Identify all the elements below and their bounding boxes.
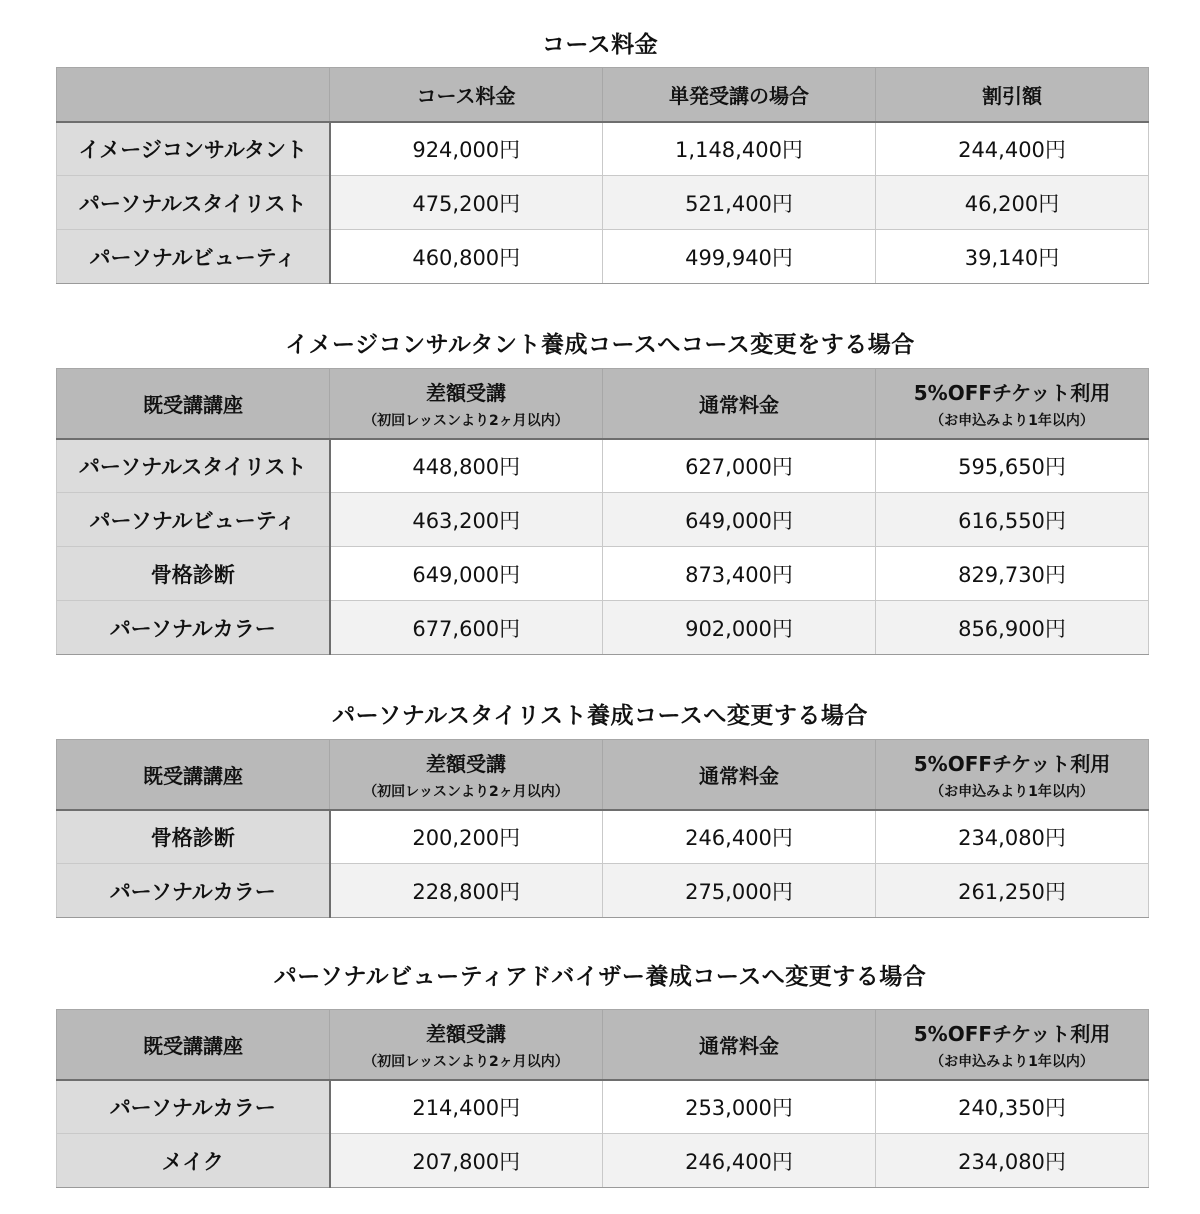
header-label: 既受講講座 xyxy=(143,392,243,417)
price-cell: 200,200円 xyxy=(330,810,603,864)
header-cell-regular-fee xyxy=(603,369,876,439)
price-cell: 499,940円 xyxy=(603,230,876,284)
header-note: （初回レッスンより2ヶ月以内） xyxy=(363,783,569,800)
header-cell-ticket xyxy=(876,1010,1149,1080)
price-cell: 649,000円 xyxy=(330,547,603,601)
header-label: 既受講講座 xyxy=(143,1033,243,1058)
price-cell: 829,730円 xyxy=(876,547,1149,601)
table-row xyxy=(57,547,1149,601)
price-cell: 275,000円 xyxy=(603,864,876,918)
price-cell: 521,400円 xyxy=(603,176,876,230)
price-cell: 246,400円 xyxy=(603,1134,876,1188)
table-row xyxy=(57,864,1149,918)
row-label: パーソナルカラー xyxy=(57,864,330,918)
header-label: 通常料金 xyxy=(699,1033,779,1058)
price-cell: 460,800円 xyxy=(330,230,603,284)
price-cell: 244,400円 xyxy=(876,122,1149,176)
header-cell-difference xyxy=(330,1010,603,1080)
header-cell-difference xyxy=(330,740,603,810)
table-header-row xyxy=(57,369,1149,439)
header-cell-completed-course xyxy=(57,1010,330,1080)
price-cell: 902,000円 xyxy=(603,601,876,655)
price-cell: 261,250円 xyxy=(876,864,1149,918)
header-cell-ticket xyxy=(876,740,1149,810)
row-label: 骨格診断 xyxy=(57,810,330,864)
header-label: 通常料金 xyxy=(699,392,779,417)
header-cell-regular-fee xyxy=(603,740,876,810)
row-label: パーソナルスタイリスト xyxy=(57,176,330,230)
header-note: （初回レッスンより2ヶ月以内） xyxy=(363,1053,569,1070)
header-cell-completed-course xyxy=(57,740,330,810)
header-cell-ticket xyxy=(876,369,1149,439)
row-label: パーソナルカラー xyxy=(57,601,330,655)
header-cell-discount: 割引額 xyxy=(876,68,1149,122)
header-label: 5%OFFチケット利用 xyxy=(913,751,1111,776)
header-cell-course-fee: コース料金 xyxy=(330,68,603,122)
header-note: （お申込みより1年以内） xyxy=(930,1053,1094,1070)
header-cell-single-session: 単発受講の場合 xyxy=(603,68,876,122)
row-label: パーソナルビューティ xyxy=(57,493,330,547)
header-note: （お申込みより1年以内） xyxy=(930,412,1094,429)
price-cell: 463,200円 xyxy=(330,493,603,547)
row-label: 骨格診断 xyxy=(57,547,330,601)
price-cell: 924,000円 xyxy=(330,122,603,176)
row-label: メイク xyxy=(57,1134,330,1188)
table-row xyxy=(57,810,1149,864)
table-header-row xyxy=(57,68,1149,122)
header-label: 差額受講 xyxy=(426,751,506,776)
section-title-course-fee: コース料金 xyxy=(541,32,659,58)
table-row xyxy=(57,601,1149,655)
row-label: パーソナルビューティ xyxy=(57,230,330,284)
personal-beauty-change-table xyxy=(56,1009,1149,1188)
table-row xyxy=(57,439,1149,493)
header-label: 差額受講 xyxy=(426,380,506,405)
price-cell: 253,000円 xyxy=(603,1080,876,1134)
price-cell: 240,350円 xyxy=(876,1080,1149,1134)
header-note: （お申込みより1年以内） xyxy=(930,783,1094,800)
price-cell: 46,200円 xyxy=(876,176,1149,230)
section-title-personal-stylist-change: パーソナルスタイリスト養成コースへ変更する場合 xyxy=(332,703,868,729)
header-cell-difference xyxy=(330,369,603,439)
price-cell: 246,400円 xyxy=(603,810,876,864)
price-cell: 616,550円 xyxy=(876,493,1149,547)
personal-stylist-change-table xyxy=(56,739,1149,918)
price-cell: 649,000円 xyxy=(603,493,876,547)
price-cell: 448,800円 xyxy=(330,439,603,493)
header-label: 既受講講座 xyxy=(143,763,243,788)
price-cell: 234,080円 xyxy=(876,1134,1149,1188)
header-label: 5%OFFチケット利用 xyxy=(913,1021,1111,1046)
table-row xyxy=(57,230,1149,284)
table-row xyxy=(57,1080,1149,1134)
price-cell: 627,000円 xyxy=(603,439,876,493)
price-cell: 234,080円 xyxy=(876,810,1149,864)
table-row xyxy=(57,1134,1149,1188)
header-cell-empty xyxy=(57,68,330,122)
table-header-row xyxy=(57,1010,1149,1080)
table-row xyxy=(57,176,1149,230)
row-label: パーソナルスタイリスト xyxy=(57,439,330,493)
section-title-personal-beauty-change: パーソナルビューティアドバイザー養成コースへ変更する場合 xyxy=(273,964,927,990)
price-cell: 207,800円 xyxy=(330,1134,603,1188)
header-cell-regular-fee xyxy=(603,1010,876,1080)
price-cell: 39,140円 xyxy=(876,230,1149,284)
header-label: 差額受講 xyxy=(426,1021,506,1046)
header-label: 通常料金 xyxy=(699,763,779,788)
price-cell: 873,400円 xyxy=(603,547,876,601)
price-cell: 214,400円 xyxy=(330,1080,603,1134)
section-title-image-consultant-change: イメージコンサルタント養成コースへコース変更をする場合 xyxy=(285,332,915,358)
price-cell: 595,650円 xyxy=(876,439,1149,493)
price-cell: 856,900円 xyxy=(876,601,1149,655)
row-label: イメージコンサルタント xyxy=(57,122,330,176)
course-fee-table xyxy=(56,67,1149,284)
price-cell: 475,200円 xyxy=(330,176,603,230)
row-label: パーソナルカラー xyxy=(57,1080,330,1134)
table-header-row xyxy=(57,740,1149,810)
table-row xyxy=(57,122,1149,176)
price-cell: 1,148,400円 xyxy=(603,122,876,176)
price-cell: 228,800円 xyxy=(330,864,603,918)
price-cell: 677,600円 xyxy=(330,601,603,655)
header-note: （初回レッスンより2ヶ月以内） xyxy=(363,412,569,429)
header-cell-completed-course xyxy=(57,369,330,439)
header-label: 5%OFFチケット利用 xyxy=(913,380,1111,405)
image-consultant-change-table xyxy=(56,368,1149,655)
table-row xyxy=(57,493,1149,547)
